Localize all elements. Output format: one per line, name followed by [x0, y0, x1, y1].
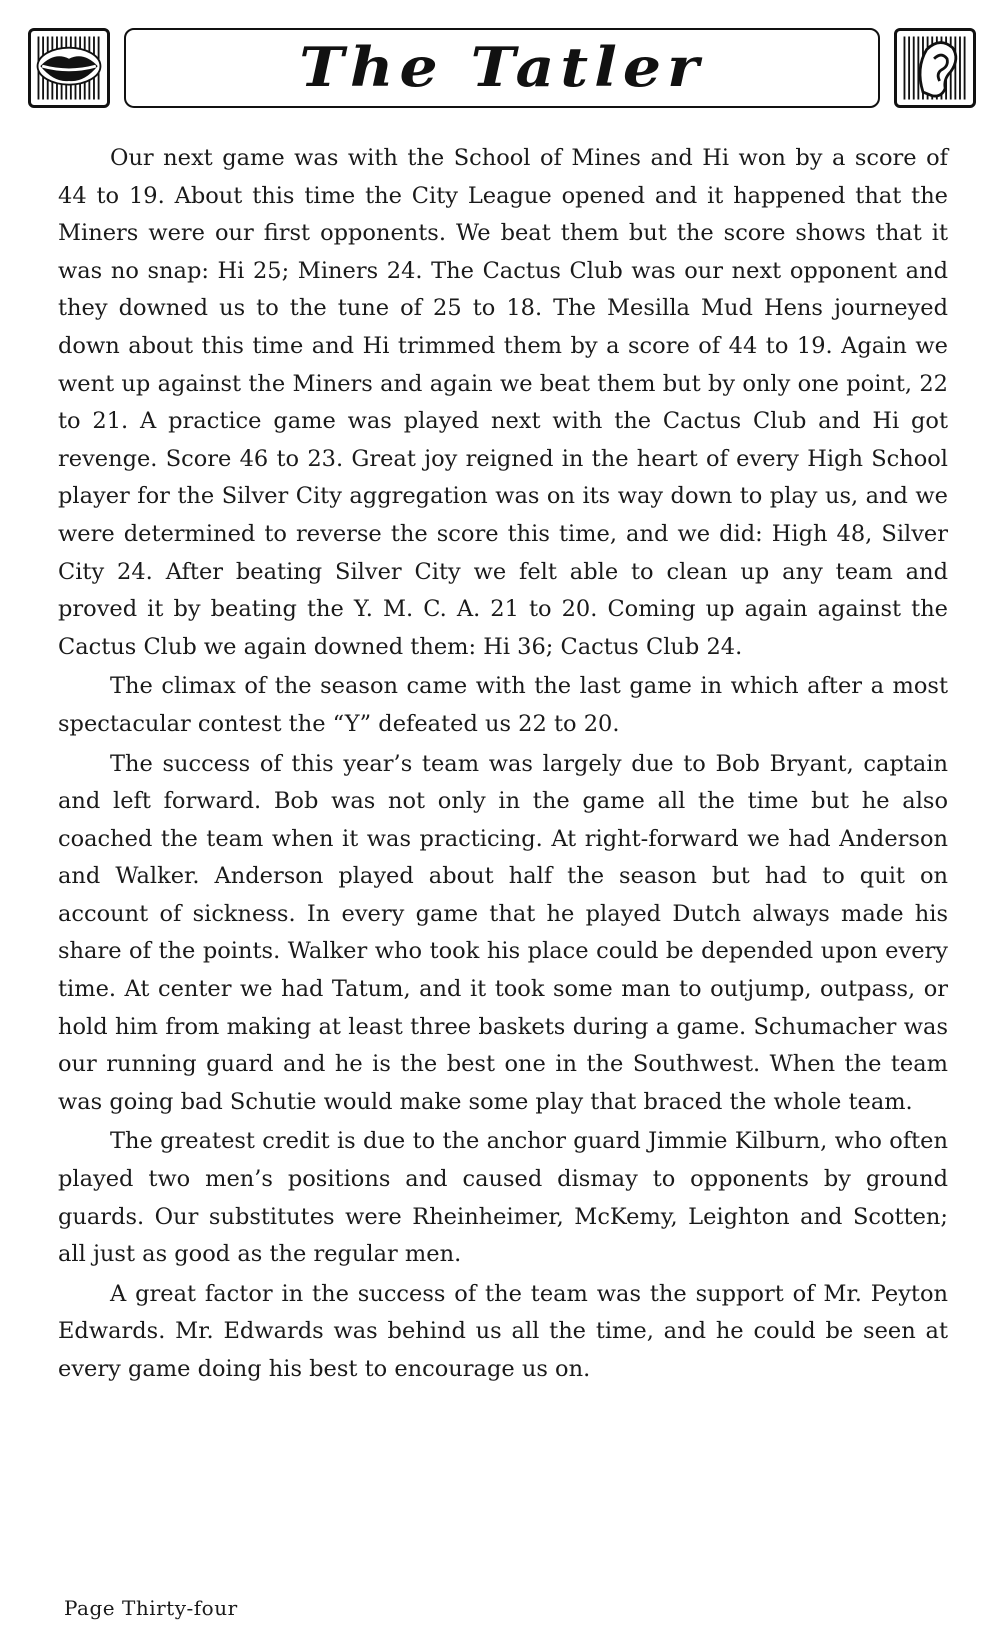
masthead-title: The Tatler — [299, 36, 705, 100]
article-paragraph: Our next game was with the School of Mines and Hi won by a score of 44 to 19. About this time the City League opened and it happened that the Miners were our first opponents. We beat them but the score shows that it was no snap: Hi 25; Miners 24. The Cactus Club was our next opponent and they downed us to the tune of 25 to 18. The Mesilla Mud Hens journeyed down about this time and Hi trimmed them by a score of 44 to 19. Again we went up against the Miners and again we beat them but by only one point, 22 to 21. A practice game was played next with the Cactus Club and Hi got revenge. Score 46 to 23. Great joy reigned in the heart of every High School player for the Silver City aggregation was on its way down to play us, and we were determined to reverse the score this time, and we did: High 48, Silver City 24. After beating Silver City we felt able to clean up any team and proved it by beating the Y. M. C. A. 21 to 20. Coming up again against the Cactus Club we again downed them: Hi 36; Cactus Club 24. — [58, 145, 948, 660]
article-paragraph: The greatest credit is due to the anchor guard Jimmie Kilburn, who often played two men’s positions and caused dismay to opponents by ground guards. Our substitutes were Rheinheimer, McKemy, Leighton and Scotten; all just as good as the regular men. — [58, 1128, 948, 1268]
lips-icon — [28, 28, 110, 108]
article-paragraph: A great factor in the success of the team was the support of Mr. Peyton Edwards. Mr. Edwards was behind us all the time, and he could be seen at every game doing his best to encourage us on. — [58, 1280, 948, 1382]
article-paragraph: The success of this year’s team was largely due to Bob Bryant, captain and left forward. Bob was not only in the game all the time but he also coached the team when it was practicing. At right-forward we had Anderson and Walker. Anderson played about half the season but had to quit on account of sickness. In every game that he played Dutch always made his share of the points. Walker who took his place could be depended upon every time. At center we had Tatum, and it took some man to outjump, outpass, or hold him from making at least three baskets during a game. Schumacher was our running guard and he is the best one in the Southwest. When the team was going bad Schutie would make some play that braced the whole team. — [58, 750, 948, 1115]
masthead — [24, 22, 980, 122]
ear-icon — [894, 28, 976, 108]
masthead-title-box — [124, 28, 880, 108]
article-body — [58, 140, 948, 1391]
article-paragraph: The climax of the season came with the last game in which after a most spectacular contest the “Y” defeated us 22 to 20. — [58, 673, 948, 737]
page-number: Page Thirty-four — [64, 1596, 238, 1620]
